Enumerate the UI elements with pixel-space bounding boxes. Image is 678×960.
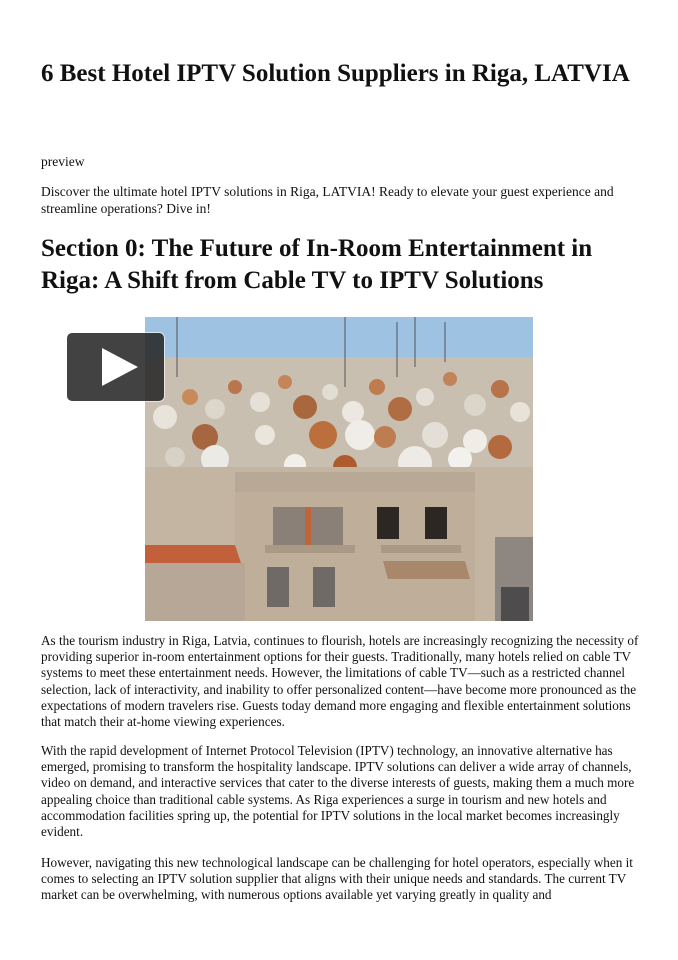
body-paragraph-2: With the rapid development of Internet Protocol Television (IPTV) technology, an innovative alternative has emerged, promising to transform the hospitality landscape. IPTV solutions can deliver a wide array of channels, video on demand, and interactive services that cater to the diverse interests of guests, making them a much more appealing choice than traditional cable systems. As Riga experiences a surge in tourism and new hotels and accommodation facilities spring up, the potential for IPTV solutions in the local market becomes increasingly evident. (41, 743, 635, 840)
intro-text: Discover the ultimate hotel IPTV solutions in Riga, LATVIA! Ready to elevate your guest experience and streamline operations? Dive in! (41, 184, 614, 216)
page-title: 6 Best Hotel IPTV Solution Suppliers in Riga, LATVIA (41, 60, 630, 87)
body-paragraph-3: However, navigating this new technological landscape can be challenging for hotel operators, especially when it comes to selecting an IPTV solution supplier that aligns with their unique needs and standards. The current TV market can be overwhelming, with numerous options available yet varying greatly in quality and (41, 855, 633, 903)
preview-label: preview (41, 154, 85, 169)
body-paragraph-1: As the tourism industry in Riga, Latvia, continues to flourish, hotels are increasingly recognizing the necessity of providing superior in-room entertainment options for their guests. Traditionally, many hotels relied on cable TV systems to meet these entertainment needs. However, the limitations of cable TV—such as a restricted channel selection, lack of interactivity, and inability to offer personalized content—have become more pronounced as the expectations of modern travelers rise. Guests today demand more engaging and flexible entertainment solutions that match their at-home viewing experiences. (41, 633, 639, 730)
play-icon (102, 348, 138, 386)
play-button[interactable] (67, 333, 164, 401)
hero-image (145, 317, 533, 621)
section-heading: Section 0: The Future of In-Room Entertainment in Riga: A Shift from Cable TV to IPTV Solutions (41, 235, 593, 294)
